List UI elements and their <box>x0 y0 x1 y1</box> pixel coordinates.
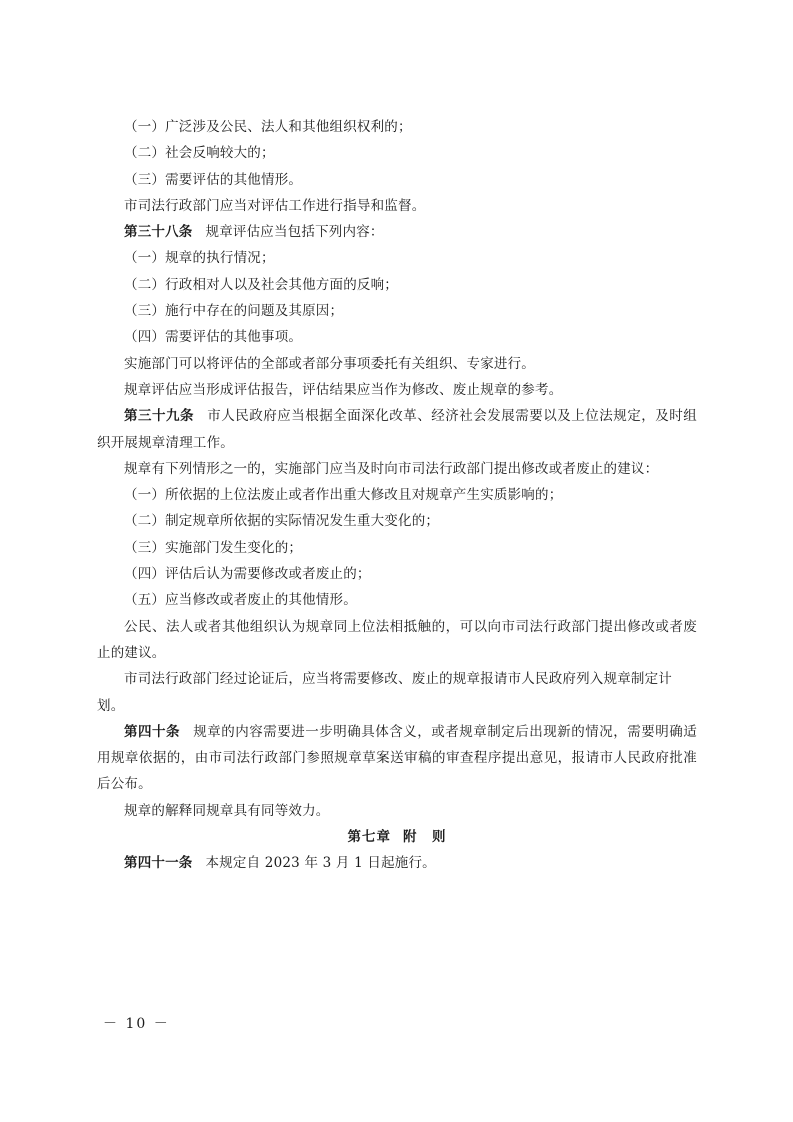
article-38 <box>97 219 697 245</box>
article-41-label: 第四十一条 <box>124 855 193 872</box>
article-39 <box>97 403 697 456</box>
paragraph-report: 规章评估应当形成评估报告，评估结果应当作为修改、废止规章的参考。 <box>124 381 563 398</box>
list-item-2: （二）社会反响较大的； <box>124 145 275 162</box>
list-item-4: （四）需要评估的其他事项。 <box>124 329 303 346</box>
list-item-1: （一）广泛涉及公民、法人和其他组织权利的； <box>124 119 412 135</box>
paragraph-delegation: 实施部门可以将评估的全部或者部分事项委托有关组织、专家进行。 <box>124 355 535 372</box>
article-38-text: 规章评估应当包括下列内容： <box>205 224 384 241</box>
page-body <box>97 114 697 877</box>
list-item-3: （三）施行中存在的问题及其原因； <box>124 303 344 320</box>
paragraph-plan: 市司法行政部门经过论证后，应当将需要修改、废止的规章报请市人民政府列入规章制定计划。 <box>97 671 672 714</box>
article-41-text: 本规定自 2023 年 3 月 1 日起施行。 <box>205 855 436 872</box>
article-38-label: 第三十八条 <box>124 224 193 241</box>
list-item-2: （二）行政相对人以及社会其他方面的反响； <box>124 276 398 293</box>
article-39-label: 第三十九条 <box>124 408 194 425</box>
list-item-1: （一）所依据的上位法废止或者作出重大修改且对规章产生实质影响的； <box>124 487 563 504</box>
list-item-5: （五）应当修改或者废止的其他情形。 <box>124 592 357 609</box>
list-item-3: （三）需要评估的其他情形。 <box>124 171 303 188</box>
article-39-text: 市人民政府应当根据全面深化改革、经济社会发展需要以及上位法规定，及时组织开展规章清理工作。 <box>97 408 697 451</box>
article-40-text: 规章的内容需要进一步明确具体含义，或者规章制定后出现新的情况，需要明确适用规章依据的，由市司法行政部门参照规章草案送审稿的审查程序提出意见，报请市人民政府批准后公布。 <box>97 723 697 793</box>
paragraph-supervision: 市司法行政部门应当对评估工作进行指导和监督。 <box>124 197 426 214</box>
chapter-heading <box>97 824 697 850</box>
list-item-2: （二）制定规章所依据的实际情况发生重大变化的； <box>124 513 440 530</box>
list-item-4: （四）评估后认为需要修改或者废止的； <box>124 566 371 583</box>
article-41 <box>97 850 697 876</box>
article-40 <box>97 719 697 798</box>
article-40-label: 第四十条 <box>124 723 180 740</box>
paragraph-citizen-suggestion: 公民、法人或者其他组织认为规章同上位法相抵触的，可以向市司法行政部门提出修改或者废止的建议。 <box>97 618 697 661</box>
paragraph-revision-intro: 规章有下列情形之一的，实施部门应当及时向市司法行政部门提出修改或者废止的建议： <box>124 460 659 477</box>
list-item-1: （一）规章的执行情况； <box>124 250 275 267</box>
paragraph-interpretation: 规章的解释同规章具有同等效力。 <box>124 802 330 819</box>
list-item-3: （三）实施部门发生变化的； <box>124 539 303 556</box>
chapter-title: 附 则 <box>403 829 447 846</box>
page-number: － 10 － <box>103 1016 170 1032</box>
chapter-number: 第七章 <box>347 829 391 846</box>
